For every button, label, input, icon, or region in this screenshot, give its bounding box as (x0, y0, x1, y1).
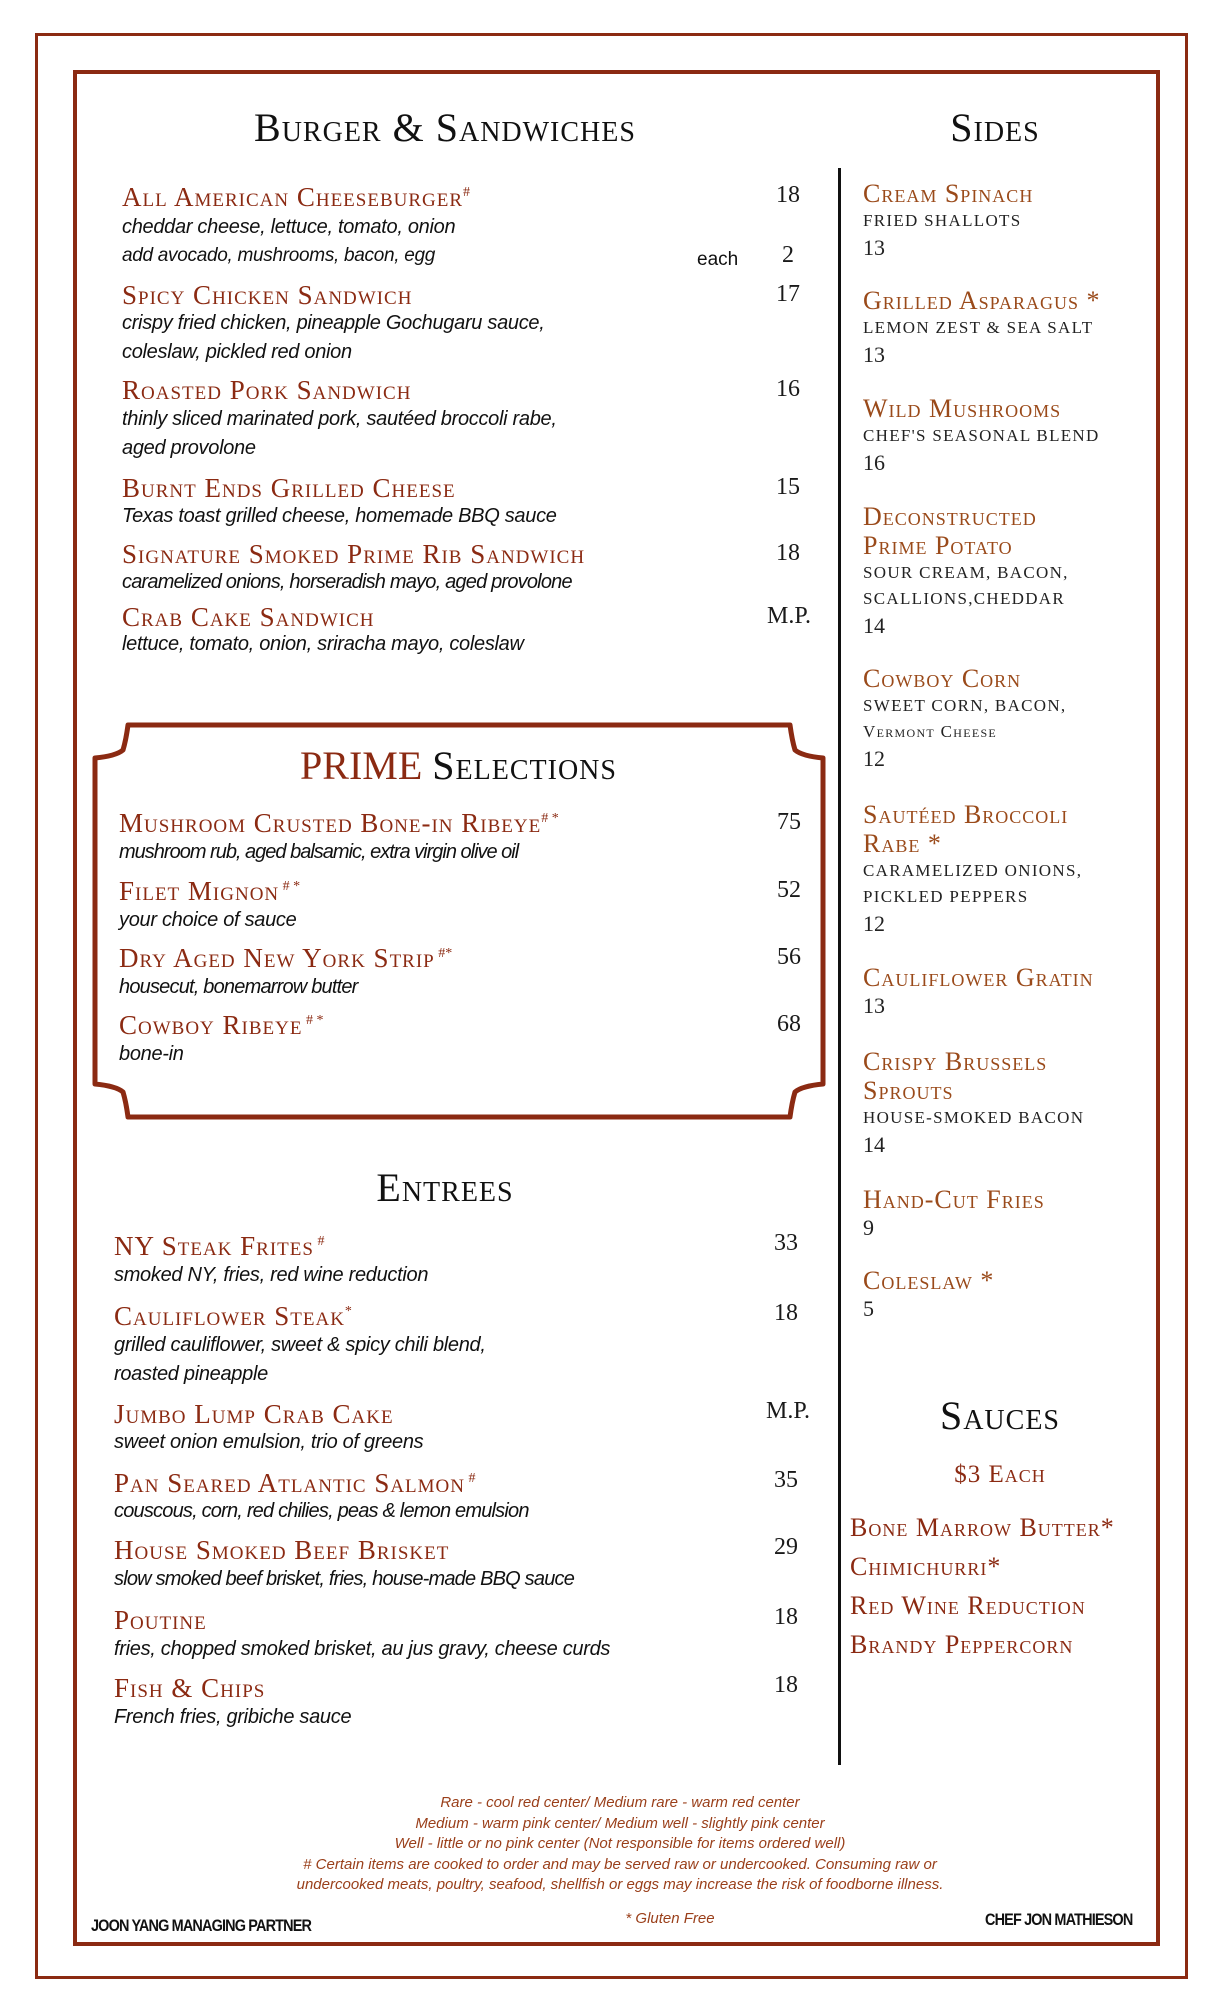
menu-item-name: Filet Mignon # * (119, 876, 301, 906)
entrees-section-title: Entrees (376, 1165, 514, 1210)
menu-item-price: 18 (774, 1672, 798, 1698)
sides-section-title: Sides (950, 105, 1040, 150)
menu-item-name: Cauliflower Steak* (114, 1301, 352, 1331)
menu-item-description: smoked NY, fries, red wine reduction (114, 1264, 429, 1286)
side-item-price: 13 (863, 342, 885, 367)
menu-item-price: 18 (776, 182, 800, 208)
side-item-name: Deconstructed (863, 502, 1037, 531)
menu-item-name: Crab Cake Sandwich (122, 602, 375, 632)
side-item (863, 179, 1153, 261)
menu-item-price: 35 (774, 1467, 798, 1493)
burgers-section-title: Burger & Sandwiches (254, 105, 636, 150)
menu-item-name: Jumbo Lump Crab Cake (114, 1399, 394, 1429)
menu-item-price: 18 (776, 540, 800, 566)
side-item-price: 13 (863, 993, 885, 1018)
side-item (863, 286, 1153, 368)
sauce-item: Chimichurri* (850, 1552, 1002, 1581)
menu-item-description: caramelized onions, horseradish mayo, aged provolone (122, 571, 572, 593)
menu-item-description: coleslaw, pickled red onion (122, 341, 352, 363)
addon-description: add avocado, mushrooms, bacon, egg (122, 245, 436, 266)
menu-item-price: 56 (777, 944, 801, 970)
sauce-item: Bone Marrow Butter* (850, 1513, 1115, 1542)
menu-item-price: 18 (774, 1604, 798, 1630)
side-item-name: Cauliflower Gratin (863, 963, 1094, 992)
menu-item-price: 33 (774, 1230, 798, 1256)
menu-item-description: Texas toast grilled cheese, homemade BBQ sauce (122, 505, 557, 527)
side-item-name: Rabe * (863, 829, 942, 858)
sauces-price-note: $3 Each (954, 1461, 1046, 1488)
menu-item-description: fries, chopped smoked brisket, au jus gravy, cheese curds (114, 1638, 611, 1660)
addon-each-label: each (697, 249, 739, 270)
menu-item-name: Fish & Chips (114, 1673, 266, 1703)
menu-item-name: All American Cheeseburger# (122, 182, 471, 212)
side-item-name: Cream Spinach (863, 179, 1034, 208)
side-item (863, 1047, 1153, 1158)
menu-item-price: 18 (774, 1300, 798, 1326)
menu-item-price: M.P. (767, 603, 812, 629)
side-item (863, 394, 1153, 476)
menu-item-name: Burnt Ends Grilled Cheese (122, 473, 456, 503)
side-item-name: Cowboy Corn (863, 664, 1022, 693)
side-item-description: SCALLIONS,CHEDDAR (863, 589, 1066, 608)
menu-item-description: thinly sliced marinated pork, sautéed broccoli rabe, (122, 408, 557, 430)
menu-item-description: roasted pineapple (114, 1363, 268, 1385)
footer-note-line: Well - little or no pink center (Not responsible for items ordered well) (394, 1835, 846, 1852)
menu-item-description: crispy fried chicken, pineapple Gochugaru sauce, (122, 312, 545, 334)
menu-item-description: your choice of sauce (119, 909, 297, 931)
managing-partner-signature: JOON YANG MANAGING PARTNER (91, 1916, 312, 1935)
side-item-price: 12 (863, 911, 885, 936)
menu-item-description: lettuce, tomato, onion, sriracha mayo, coleslaw (122, 633, 524, 655)
menu-item-price: 15 (776, 474, 800, 500)
side-item-price: 16 (863, 450, 885, 475)
menu-item-name: House Smoked Beef Brisket (114, 1535, 450, 1565)
menu-item-price: 29 (774, 1534, 798, 1560)
side-item-description: SWEET CORN, BACON, (863, 696, 1067, 715)
gluten-free-legend: * Gluten Free (625, 1910, 715, 1927)
side-item (863, 664, 1153, 772)
side-item (863, 963, 1153, 1019)
side-item (863, 1185, 1153, 1241)
menu-item-price: 16 (776, 376, 800, 402)
side-item-name: Coleslaw * (863, 1266, 995, 1295)
menu-item-name: Cowboy Ribeye # * (119, 1010, 324, 1040)
menu-item-description: bone-in (119, 1043, 184, 1065)
side-item-description: SOUR CREAM, BACON, (863, 563, 1069, 582)
side-item-price: 5 (863, 1296, 874, 1321)
side-item (863, 502, 1153, 639)
menu-item-name: Roasted Pork Sandwich (122, 375, 412, 405)
footer-note-line: undercooked meats, poultry, seafood, shellfish or eggs may increase the risk of foodborne illness. (296, 1876, 944, 1893)
addon-price: 2 (782, 242, 794, 268)
side-item-description: Vermont Cheese (863, 722, 998, 741)
side-item-description: PICKLED PEPPERS (863, 887, 1029, 906)
menu-item-name: NY Steak Frites # (114, 1231, 325, 1261)
menu-item-name: Pan Seared Atlantic Salmon # (114, 1468, 476, 1498)
menu-item-description: grilled cauliflower, sweet & spicy chili blend, (114, 1334, 486, 1356)
menu-item-description: couscous, corn, red chilies, peas & lemon emulsion (114, 1500, 529, 1522)
menu-item-description: housecut, bonemarrow butter (119, 976, 358, 998)
menu-item-description: mushroom rub, aged balsamic, extra virgin olive oil (119, 841, 519, 863)
menu-item-description: slow smoked beef brisket, fries, house-made BBQ sauce (114, 1568, 575, 1590)
menu-item-price: M.P. (766, 1398, 811, 1424)
side-item-name: Prime Potato (863, 531, 1013, 560)
menu-item-price: 17 (776, 281, 800, 307)
menu-item-name: Dry Aged New York Strip #* (119, 943, 453, 973)
menu-item-name: Spicy Chicken Sandwich (122, 280, 413, 310)
menu-item-name: Poutine (114, 1605, 207, 1635)
menu-item-description: cheddar cheese, lettuce, tomato, onion (122, 216, 456, 238)
menu-item-description: French fries, gribiche sauce (114, 1706, 352, 1728)
chef-signature: CHEF JON MATHIESON (985, 1910, 1133, 1929)
menu-item-price: 52 (777, 877, 801, 903)
menu-item-name: Mushroom Crusted Bone-in Ribeye# * (119, 808, 559, 838)
side-item-name: Hand-Cut Fries (863, 1185, 1045, 1214)
side-item-name: Sprouts (863, 1076, 954, 1105)
menu-item-description: aged provolone (122, 437, 256, 459)
sauces-section-title: Sauces (939, 1393, 1061, 1438)
side-item-name: Grilled Asparagus * (863, 286, 1101, 315)
menu-item-description: sweet onion emulsion, trio of greens (114, 1431, 424, 1453)
footer-note-line: # Certain items are cooked to order and may be served raw or undercooked. Consuming raw or (303, 1855, 937, 1873)
side-item-price: 9 (863, 1215, 874, 1240)
column-divider (838, 168, 841, 1765)
side-item-description: FRIED SHALLOTS (863, 211, 1022, 230)
menu-item-price: 75 (777, 809, 801, 835)
side-item-description: CHEF'S SEASONAL BLEND (863, 426, 1100, 445)
footer-note-line: Rare - cool red center/ Medium rare - warm red center (440, 1794, 800, 1811)
doneness-and-allergy-notice (240, 1793, 1000, 1896)
side-item-description: LEMON ZEST & SEA SALT (863, 318, 1094, 337)
side-item-name: Sautéed Broccoli (863, 800, 1069, 829)
side-item-price: 14 (863, 1132, 885, 1157)
side-item-name: Crispy Brussels (863, 1047, 1048, 1076)
menu-item-name: Signature Smoked Prime Rib Sandwich (122, 539, 586, 569)
footer-note-line: Medium - warm pink center/ Medium well - slightly pink center (415, 1814, 825, 1832)
side-item-description: CARAMELIZED ONIONS, (863, 861, 1083, 880)
sauce-item: Brandy Peppercorn (850, 1630, 1074, 1659)
sauce-item: Red Wine Reduction (850, 1591, 1086, 1620)
side-item-price: 12 (863, 746, 885, 771)
side-item-name: Wild Mushrooms (863, 394, 1062, 423)
side-item-price: 14 (863, 613, 885, 638)
menu-item-price: 68 (777, 1011, 801, 1037)
side-item-description: HOUSE-SMOKED BACON (863, 1108, 1085, 1127)
side-item-price: 13 (863, 235, 885, 260)
side-item (863, 1266, 1153, 1322)
prime-section-title: PRIME Selections (300, 743, 617, 788)
side-item (863, 800, 1153, 937)
